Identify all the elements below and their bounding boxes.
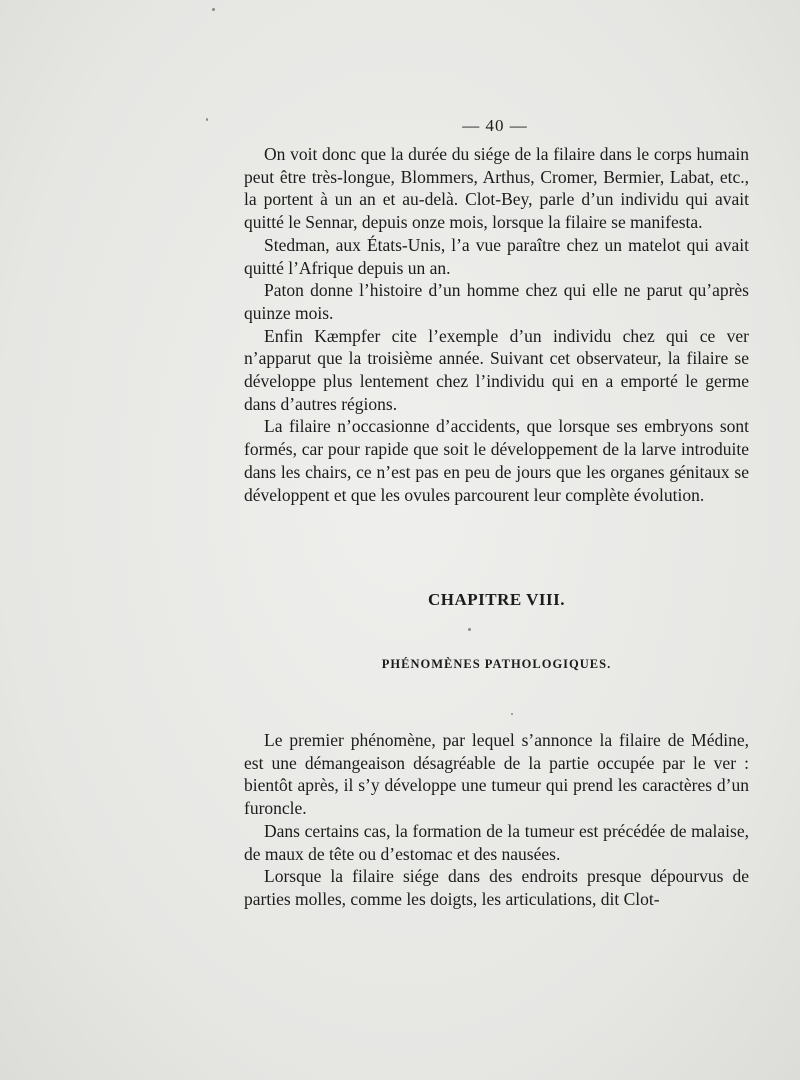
paragraph: On voit donc que la durée du siége de la filaire dans le corps humain peut être très-longue, Blommers, Arthus, Cromer, Bermier, Labat, etc., la portent à un an et au-delà. Clot-Bey, parle d’un individu qui avait quitté le Sennar, depuis onze mois, lorsque la filaire se manifesta. bbox=[244, 144, 749, 233]
paper-speck bbox=[511, 713, 513, 715]
paper-speck bbox=[206, 118, 208, 121]
text-block-top bbox=[244, 143, 749, 506]
section-title: PHÉNOMÈNES PATHOLOGIQUES. bbox=[381, 657, 612, 671]
text-block-bottom bbox=[244, 729, 749, 911]
paragraph: La filaire n’occasionne d’accidents, que lorsque ses embryons sont formés, car pour rapide que soit le développement de la larve introduite dans les chairs, ce n’est pas en peu de jours que les organes génitaux se développent et que les ovules parcourent leur complète évolution. bbox=[244, 416, 749, 505]
chapter-title: CHAPITRE VIII. bbox=[427, 590, 566, 609]
paragraph: Le premier phénomène, par lequel s’annonce la filaire de Médine, est une démangeaison désagréable de la partie occupée par le ver : bientôt après, il s’y développe une tumeur qui prend les caractères d’un furoncle. bbox=[244, 730, 749, 819]
paragraph: Dans certains cas, la formation de la tumeur est précédée de malaise, de maux de tête ou d’estomac et des nausées. bbox=[244, 820, 749, 864]
paper-speck bbox=[468, 628, 471, 631]
paragraph: Lorsque la filaire siége dans des endroits presque dépourvus de parties molles, comme les doigts, les articulations, dit Clot- bbox=[244, 866, 749, 909]
paragraph: Enfin Kæmpfer cite l’exemple d’un individu chez qui ce ver n’apparut que la troisième année. Suivant cet observateur, la filaire se développe plus lentement chez l’individu qui en a emporté le germe dans d’autres régions. bbox=[244, 325, 749, 414]
page-number: — 40 — bbox=[462, 116, 528, 135]
paragraph: Stedman, aux États-Unis, l’a vue paraître chez un matelot qui avait quitté l’Afrique depuis un an. bbox=[244, 234, 749, 278]
paper-speck bbox=[212, 8, 215, 11]
paragraph: Paton donne l’histoire d’un homme chez qui elle ne parut qu’après quinze mois. bbox=[244, 280, 749, 323]
